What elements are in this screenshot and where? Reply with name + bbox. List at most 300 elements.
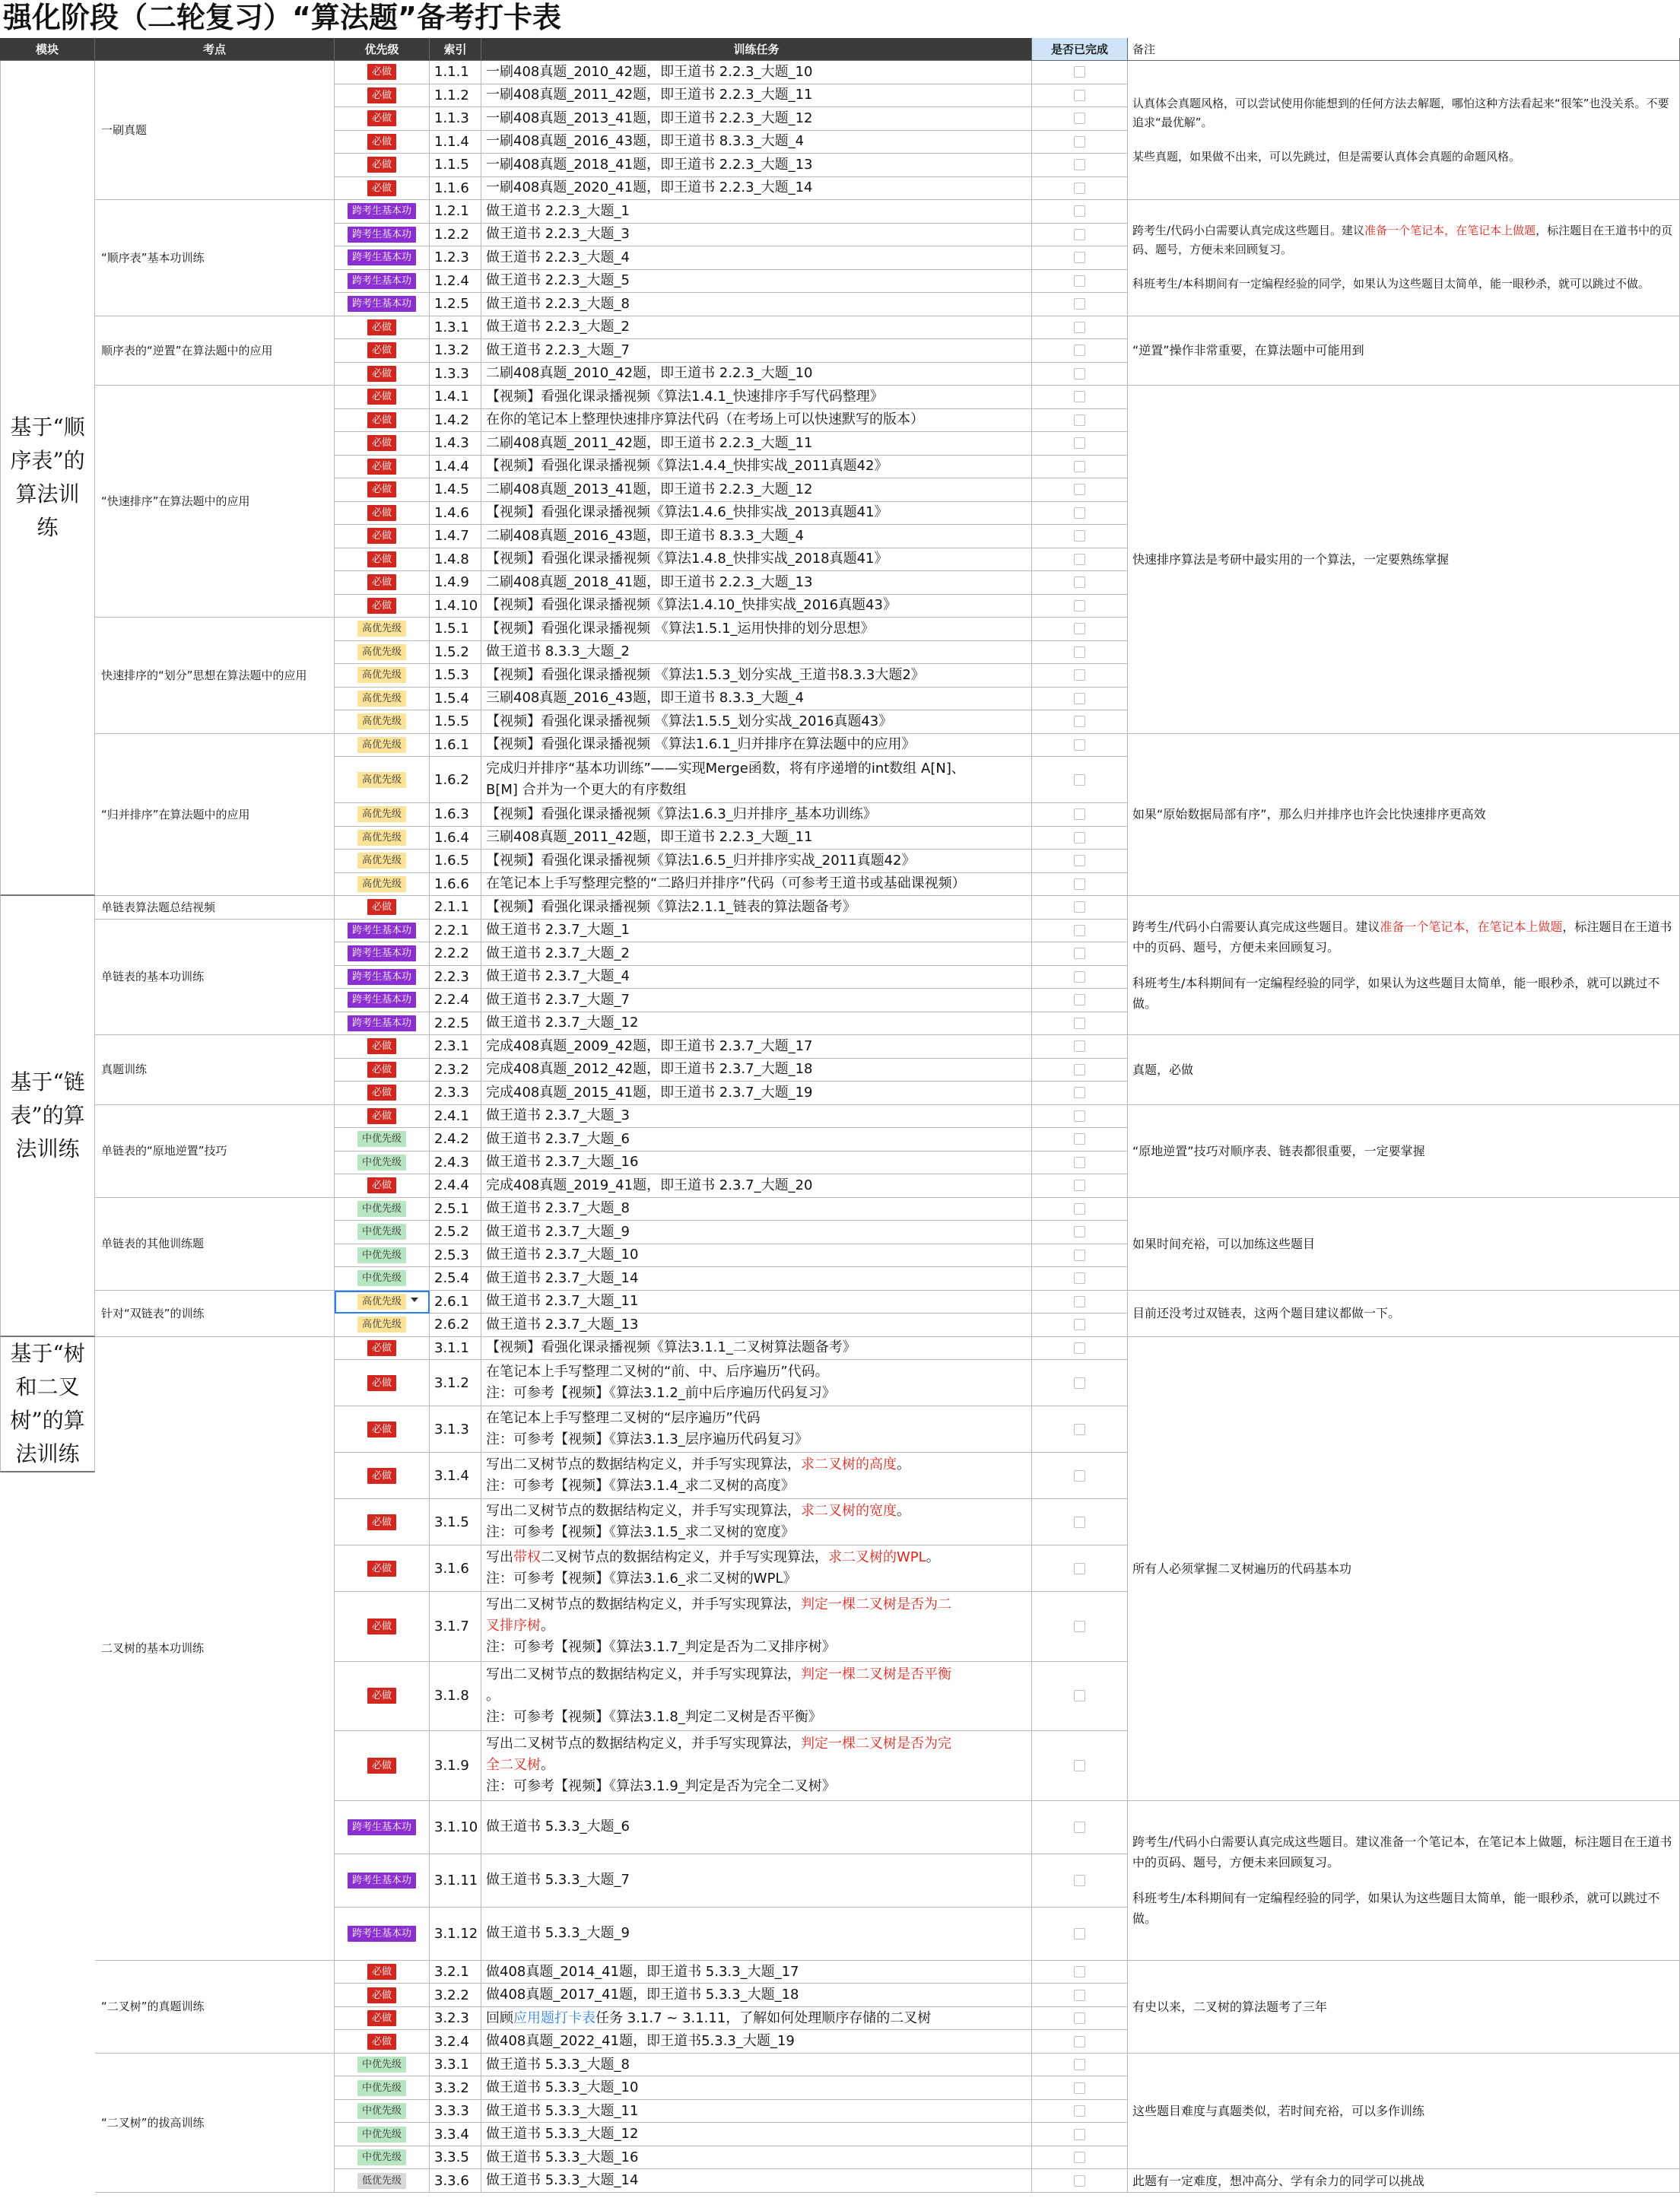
done-checkbox[interactable]: [1074, 252, 1085, 263]
priority-cell[interactable]: [335, 1731, 430, 1801]
done-cell[interactable]: [1032, 2076, 1128, 2100]
priority-cell[interactable]: [335, 1453, 430, 1499]
priority-cell[interactable]: [335, 734, 430, 758]
priority-cell[interactable]: [335, 1592, 430, 1662]
done-checkbox[interactable]: [1074, 275, 1085, 287]
done-cell[interactable]: [1032, 1174, 1128, 1198]
priority-cell[interactable]: [335, 386, 430, 409]
done-checkbox[interactable]: [1074, 530, 1085, 542]
priority-cell[interactable]: [335, 1662, 430, 1732]
done-cell[interactable]: [1032, 246, 1128, 270]
done-cell[interactable]: [1032, 2123, 1128, 2146]
header-note: 备注: [1128, 38, 1680, 61]
done-checkbox[interactable]: [1074, 1928, 1085, 1939]
priority-cell[interactable]: [335, 200, 430, 224]
task-cell: [481, 1662, 1032, 1732]
done-cell[interactable]: [1032, 664, 1128, 688]
priority-cell[interactable]: [335, 2054, 430, 2077]
priority-badge: 中优先级: [357, 2057, 406, 2073]
done-cell[interactable]: [1032, 1854, 1128, 1908]
task-line: [486, 665, 1027, 686]
done-checkbox[interactable]: [1074, 1966, 1085, 1978]
done-cell[interactable]: [1032, 107, 1128, 131]
priority-badge: 必做: [367, 1177, 396, 1193]
done-cell[interactable]: [1032, 873, 1128, 897]
index-label: 3.1.1: [434, 1339, 469, 1356]
done-checkbox[interactable]: [1074, 1296, 1085, 1307]
priority-cell[interactable]: [335, 293, 430, 316]
done-checkbox[interactable]: [1074, 774, 1085, 786]
priority-badge: 必做: [367, 1514, 396, 1530]
priority-badge: 高优先级: [357, 853, 406, 869]
done-cell[interactable]: [1032, 1984, 1128, 2007]
priority-cell[interactable]: [335, 1545, 430, 1592]
done-checkbox[interactable]: [1074, 415, 1085, 426]
done-cell[interactable]: [1032, 200, 1128, 224]
done-checkbox[interactable]: [1074, 1517, 1085, 1528]
task-line: [486, 734, 1027, 755]
done-checkbox[interactable]: [1074, 901, 1085, 913]
done-cell[interactable]: [1032, 618, 1128, 641]
priority-cell[interactable]: [335, 548, 430, 572]
priority-badge: 必做: [367, 528, 396, 544]
done-cell[interactable]: [1032, 571, 1128, 595]
priority-cell[interactable]: [335, 502, 430, 526]
done-checkbox[interactable]: [1074, 1040, 1085, 1052]
index-label: 3.2.2: [434, 1987, 469, 2003]
priority-badge: 高优先级: [357, 737, 406, 753]
index-label: 1.5.3: [434, 667, 469, 684]
done-cell[interactable]: [1032, 1592, 1128, 1662]
task-cell: [481, 177, 1032, 201]
done-cell[interactable]: [1032, 478, 1128, 502]
task-line: [486, 340, 1027, 361]
done-checkbox[interactable]: [1074, 66, 1085, 78]
done-checkbox[interactable]: [1074, 623, 1085, 634]
done-checkbox[interactable]: [1074, 461, 1085, 472]
priority-cell[interactable]: [335, 1082, 430, 1105]
index-cell: [430, 641, 481, 665]
done-cell[interactable]: [1032, 502, 1128, 526]
done-cell[interactable]: [1032, 1731, 1128, 1801]
done-checkbox[interactable]: [1074, 2082, 1085, 2094]
done-cell[interactable]: [1032, 1499, 1128, 1545]
priority-cell[interactable]: [335, 525, 430, 548]
priority-cell[interactable]: [335, 478, 430, 502]
priority-cell[interactable]: [335, 1152, 430, 1175]
done-checkbox[interactable]: [1074, 646, 1085, 658]
done-checkbox[interactable]: [1074, 183, 1085, 194]
text-run: 注：可参考【视频】《算法3.1.9_判定是否为完全二叉树》: [486, 1778, 836, 1795]
done-cell[interactable]: [1032, 896, 1128, 920]
priority-cell[interactable]: [335, 61, 430, 84]
text-run: 任务 3.1.7 ~ 3.1.11，了解如何处理顺序存储的二叉树: [595, 2009, 932, 2026]
priority-cell[interactable]: [335, 618, 430, 641]
done-checkbox[interactable]: [1074, 994, 1085, 1005]
priority-badge: 跨考生基本功: [348, 249, 416, 265]
task-line: [486, 1221, 1027, 1243]
done-cell[interactable]: [1032, 942, 1128, 966]
done-checkbox[interactable]: [1074, 322, 1085, 333]
task-cell: [481, 548, 1032, 572]
done-cell[interactable]: [1032, 803, 1128, 827]
done-checkbox[interactable]: [1074, 1064, 1085, 1075]
priority-cell[interactable]: [335, 1908, 430, 1961]
point-label: 针对“双链表”的训练: [101, 1306, 205, 1320]
done-cell[interactable]: [1032, 850, 1128, 873]
index-label: 1.2.1: [434, 203, 469, 220]
done-checkbox[interactable]: [1074, 577, 1085, 588]
done-checkbox[interactable]: [1074, 669, 1085, 681]
priority-badge: 必做: [367, 1758, 396, 1774]
done-cell[interactable]: [1032, 1035, 1128, 1059]
priority-cell[interactable]: [335, 1267, 430, 1291]
priority-cell[interactable]: [335, 1174, 430, 1198]
priority-cell[interactable]: [335, 2146, 430, 2170]
done-checkbox[interactable]: [1074, 2105, 1085, 2117]
task-cell: [481, 850, 1032, 873]
done-cell[interactable]: [1032, 920, 1128, 943]
priority-cell[interactable]: [335, 1499, 430, 1545]
done-cell[interactable]: [1032, 641, 1128, 665]
done-cell[interactable]: [1032, 363, 1128, 386]
index-label: 2.4.3: [434, 1154, 469, 1171]
done-checkbox[interactable]: [1074, 1226, 1085, 1237]
priority-badge: 高优先级: [357, 713, 406, 729]
done-checkbox[interactable]: [1074, 554, 1085, 565]
done-checkbox[interactable]: [1074, 855, 1085, 866]
index-label: 3.1.3: [434, 1421, 469, 1437]
priority-cell[interactable]: [335, 2007, 430, 2031]
priority-cell[interactable]: [335, 920, 430, 943]
priority-cell[interactable]: [335, 827, 430, 850]
text-run: ，标注题目在王道书中的页码、题号，方便未来回顾复习。: [1132, 224, 1673, 257]
done-cell[interactable]: [1032, 710, 1128, 734]
done-cell[interactable]: [1032, 1908, 1128, 1961]
done-checkbox[interactable]: [1074, 1319, 1085, 1330]
done-cell[interactable]: [1032, 432, 1128, 456]
done-checkbox[interactable]: [1074, 2152, 1085, 2163]
sheet-title: 强化阶段（二轮复习）“算法题”备考打卡表: [3, 1, 561, 34]
priority-cell[interactable]: [335, 270, 430, 294]
priority-cell[interactable]: [335, 1961, 430, 1984]
task-cell: [481, 1337, 1032, 1361]
done-checkbox[interactable]: [1074, 2059, 1085, 2070]
done-cell[interactable]: [1032, 2169, 1128, 2193]
priority-cell[interactable]: [335, 1244, 430, 1268]
done-checkbox[interactable]: [1074, 1087, 1085, 1098]
done-checkbox[interactable]: [1074, 1180, 1085, 1191]
done-cell[interactable]: [1032, 177, 1128, 201]
done-checkbox[interactable]: [1074, 2036, 1085, 2047]
priority-cell[interactable]: [335, 1198, 430, 1221]
priority-cell[interactable]: [335, 803, 430, 827]
text-run: 注：可参考【视频】《算法3.1.4_求二叉树的高度》: [486, 1478, 795, 1494]
priority-cell[interactable]: [335, 641, 430, 665]
task-line: [486, 1870, 1027, 1891]
task-cell: [481, 1592, 1032, 1662]
done-checkbox[interactable]: [1074, 1018, 1085, 1029]
task-cell: [481, 2076, 1032, 2100]
done-cell[interactable]: [1032, 1337, 1128, 1361]
text-run: 注：可参考【视频】《算法3.1.8_判定二叉树是否平衡》: [486, 1708, 822, 1725]
done-cell[interactable]: [1032, 688, 1128, 711]
priority-cell[interactable]: [335, 1291, 430, 1314]
priority-cell[interactable]: [335, 1105, 430, 1129]
done-checkbox[interactable]: [1074, 205, 1085, 217]
priority-cell[interactable]: [335, 873, 430, 897]
priority-cell[interactable]: [335, 1314, 430, 1337]
priority-cell[interactable]: [335, 710, 430, 734]
done-cell[interactable]: [1032, 595, 1128, 618]
done-checkbox[interactable]: [1074, 878, 1085, 890]
priority-cell[interactable]: [335, 1360, 430, 1406]
task-cell: [481, 200, 1032, 224]
done-checkbox[interactable]: [1074, 716, 1085, 727]
done-cell[interactable]: [1032, 2054, 1128, 2077]
done-cell[interactable]: [1032, 1453, 1128, 1499]
priority-cell[interactable]: [335, 2123, 430, 2146]
text-run: 注：可参考【视频】《算法3.1.6_求二叉树的WPL》: [486, 1571, 797, 1587]
task-link[interactable]: 应用题打卡表: [513, 2009, 595, 2026]
done-cell[interactable]: [1032, 456, 1128, 479]
done-cell[interactable]: [1032, 2007, 1128, 2031]
priority-cell[interactable]: [335, 1337, 430, 1361]
priority-cell[interactable]: [335, 131, 430, 154]
done-checkbox[interactable]: [1074, 1377, 1085, 1389]
text-run: 完成408真题_2015_41题，即王道书 2.3.7_大题_19: [486, 1084, 813, 1101]
done-cell[interactable]: [1032, 1221, 1128, 1244]
done-checkbox[interactable]: [1074, 298, 1085, 310]
done-checkbox[interactable]: [1074, 345, 1085, 356]
done-cell[interactable]: [1032, 386, 1128, 409]
index-label: 1.1.4: [434, 133, 469, 150]
priority-cell[interactable]: [335, 246, 430, 270]
index-cell: [430, 1291, 481, 1314]
done-checkbox[interactable]: [1074, 600, 1085, 612]
priority-badge: 高优先级: [357, 644, 406, 660]
done-checkbox[interactable]: [1074, 925, 1085, 936]
done-cell[interactable]: [1032, 1360, 1128, 1406]
done-checkbox[interactable]: [1074, 1272, 1085, 1284]
text-run: 做408真题_2014_41题，即王道书 5.3.3_大题_17: [486, 1963, 799, 1980]
done-checkbox[interactable]: [1074, 90, 1085, 101]
done-checkbox[interactable]: [1074, 507, 1085, 519]
priority-cell[interactable]: [335, 432, 430, 456]
done-checkbox[interactable]: [1074, 693, 1085, 704]
done-checkbox[interactable]: [1074, 808, 1085, 820]
done-checkbox[interactable]: [1074, 1342, 1085, 1354]
done-checkbox[interactable]: [1074, 1250, 1085, 1261]
done-checkbox[interactable]: [1074, 1760, 1085, 1771]
priority-cell[interactable]: [335, 1035, 430, 1059]
done-checkbox[interactable]: [1074, 971, 1085, 983]
done-cell[interactable]: [1032, 61, 1128, 84]
done-checkbox[interactable]: [1074, 1621, 1085, 1632]
done-cell[interactable]: [1032, 1082, 1128, 1105]
priority-cell[interactable]: [335, 688, 430, 711]
done-cell[interactable]: [1032, 2030, 1128, 2054]
text-run: “原地逆置”技巧对顺序表、链表都很重要，一定要掌握: [1132, 1143, 1425, 1158]
text-run: 做王道书 2.3.7_大题_11: [486, 1293, 639, 1310]
priority-badge: 必做: [367, 1987, 396, 2003]
priority-cell[interactable]: [335, 363, 430, 386]
done-cell[interactable]: [1032, 154, 1128, 177]
done-cell[interactable]: [1032, 1961, 1128, 1984]
done-checkbox[interactable]: [1074, 2012, 1085, 2024]
done-cell[interactable]: [1032, 1545, 1128, 1592]
done-cell[interactable]: [1032, 270, 1128, 294]
text-run: 一刷408真题_2016_43题，即王道书 8.3.3_大题_4: [486, 133, 805, 150]
priority-cell[interactable]: [335, 409, 430, 433]
text-run: 【视频】看强化课录播视频《算法1.4.4_快排实战_2011真题42》: [486, 458, 888, 475]
done-cell[interactable]: [1032, 1801, 1128, 1854]
task-line: [486, 1429, 1027, 1450]
priority-cell[interactable]: [335, 989, 430, 1012]
priority-cell[interactable]: [335, 1854, 430, 1908]
done-checkbox[interactable]: [1074, 832, 1085, 843]
done-cell[interactable]: [1032, 757, 1128, 803]
task-line: [486, 850, 1027, 872]
done-cell[interactable]: [1032, 1105, 1128, 1129]
priority-cell[interactable]: [335, 850, 430, 873]
priority-cell[interactable]: [335, 2169, 430, 2193]
priority-cell[interactable]: [335, 224, 430, 247]
priority-cell[interactable]: [335, 571, 430, 595]
done-checkbox[interactable]: [1074, 2175, 1085, 2187]
done-checkbox[interactable]: [1074, 1990, 1085, 2001]
priority-cell[interactable]: [335, 896, 430, 920]
priority-cell[interactable]: [335, 1801, 430, 1854]
done-checkbox[interactable]: [1074, 1470, 1085, 1482]
priority-cell[interactable]: [335, 1984, 430, 2007]
done-cell[interactable]: [1032, 966, 1128, 990]
done-cell[interactable]: [1032, 1291, 1128, 1314]
done-checkbox[interactable]: [1074, 1203, 1085, 1215]
done-cell[interactable]: [1032, 1128, 1128, 1152]
point-label: “二叉树”的真题训练: [101, 2000, 205, 2014]
done-cell[interactable]: [1032, 827, 1128, 850]
priority-cell[interactable]: [335, 2100, 430, 2124]
task-cell: [481, 595, 1032, 618]
done-cell[interactable]: [1032, 1012, 1128, 1036]
priority-badge: 高优先级: [357, 1317, 406, 1333]
text-run: 【视频】看强化课录播视频《算法1.4.6_快排实战_2013真题41》: [486, 504, 888, 521]
done-checkbox[interactable]: [1074, 113, 1085, 124]
done-cell[interactable]: [1032, 548, 1128, 572]
index-label: 1.4.9: [434, 574, 469, 591]
done-checkbox[interactable]: [1074, 1157, 1085, 1168]
priority-cell[interactable]: [335, 595, 430, 618]
index-cell: [430, 827, 481, 850]
task-cell: [481, 2123, 1032, 2146]
done-checkbox[interactable]: [1074, 1563, 1085, 1574]
done-cell[interactable]: [1032, 989, 1128, 1012]
priority-cell[interactable]: [335, 456, 430, 479]
task-cell: [481, 2169, 1032, 2193]
done-cell[interactable]: [1032, 1198, 1128, 1221]
priority-badge: 必做: [367, 1422, 396, 1437]
done-cell[interactable]: [1032, 2100, 1128, 2124]
priority-cell[interactable]: [335, 1059, 430, 1082]
done-checkbox[interactable]: [1074, 948, 1085, 959]
done-cell[interactable]: [1032, 2146, 1128, 2170]
done-cell[interactable]: [1032, 525, 1128, 548]
priority-cell[interactable]: [335, 966, 430, 990]
done-cell[interactable]: [1032, 1662, 1128, 1732]
done-cell[interactable]: [1032, 1059, 1128, 1082]
done-cell[interactable]: [1032, 1152, 1128, 1175]
index-cell: [430, 710, 481, 734]
done-checkbox[interactable]: [1074, 1133, 1085, 1145]
priority-cell[interactable]: [335, 177, 430, 201]
text-run: 做王道书 2.3.7_大题_7: [486, 991, 630, 1008]
done-cell[interactable]: [1032, 409, 1128, 433]
priority-cell[interactable]: [335, 664, 430, 688]
priority-badge: 必做: [367, 366, 396, 382]
priority-cell[interactable]: [335, 339, 430, 363]
index-cell: [430, 1545, 481, 1592]
priority-cell[interactable]: [335, 942, 430, 966]
done-cell[interactable]: [1032, 1314, 1128, 1337]
index-label: 3.1.11: [434, 1872, 478, 1889]
done-checkbox[interactable]: [1074, 136, 1085, 148]
done-checkbox[interactable]: [1074, 159, 1085, 170]
priority-cell[interactable]: [335, 2076, 430, 2100]
done-cell[interactable]: [1032, 84, 1128, 108]
done-checkbox[interactable]: [1074, 368, 1085, 380]
priority-cell[interactable]: [335, 107, 430, 131]
priority-cell[interactable]: [335, 84, 430, 108]
done-checkbox[interactable]: [1074, 1110, 1085, 1122]
done-cell[interactable]: [1032, 316, 1128, 340]
done-checkbox[interactable]: [1074, 1822, 1085, 1833]
done-checkbox[interactable]: [1074, 739, 1085, 751]
done-cell[interactable]: [1032, 224, 1128, 247]
task-line: [486, 177, 1027, 199]
priority-cell[interactable]: [335, 2030, 430, 2054]
done-checkbox[interactable]: [1074, 229, 1085, 240]
priority-cell[interactable]: [335, 757, 430, 803]
index-label: 3.1.2: [434, 1374, 469, 1391]
done-cell[interactable]: [1032, 1267, 1128, 1291]
priority-cell[interactable]: [335, 1012, 430, 1036]
done-cell[interactable]: [1032, 131, 1128, 154]
task-line: [486, 2101, 1027, 2122]
priority-cell[interactable]: [335, 1128, 430, 1152]
point-cell: [95, 2054, 335, 2193]
dropdown-arrow-icon[interactable]: [411, 1298, 418, 1302]
done-checkbox[interactable]: [1074, 1690, 1085, 1701]
done-checkbox[interactable]: [1074, 484, 1085, 495]
done-cell[interactable]: [1032, 1244, 1128, 1268]
done-cell[interactable]: [1032, 734, 1128, 758]
done-checkbox[interactable]: [1074, 391, 1085, 402]
done-checkbox[interactable]: [1074, 1875, 1085, 1886]
done-cell[interactable]: [1032, 1406, 1128, 1453]
priority-cell[interactable]: [335, 1221, 430, 1244]
priority-cell[interactable]: [335, 154, 430, 177]
done-checkbox[interactable]: [1074, 437, 1085, 449]
done-cell[interactable]: [1032, 293, 1128, 316]
done-checkbox[interactable]: [1074, 2129, 1085, 2140]
priority-cell[interactable]: [335, 316, 430, 340]
priority-cell[interactable]: [335, 1406, 430, 1453]
done-cell[interactable]: [1032, 339, 1128, 363]
index-cell: [430, 688, 481, 711]
point-cell: [95, 1035, 335, 1105]
done-checkbox[interactable]: [1074, 1424, 1085, 1435]
